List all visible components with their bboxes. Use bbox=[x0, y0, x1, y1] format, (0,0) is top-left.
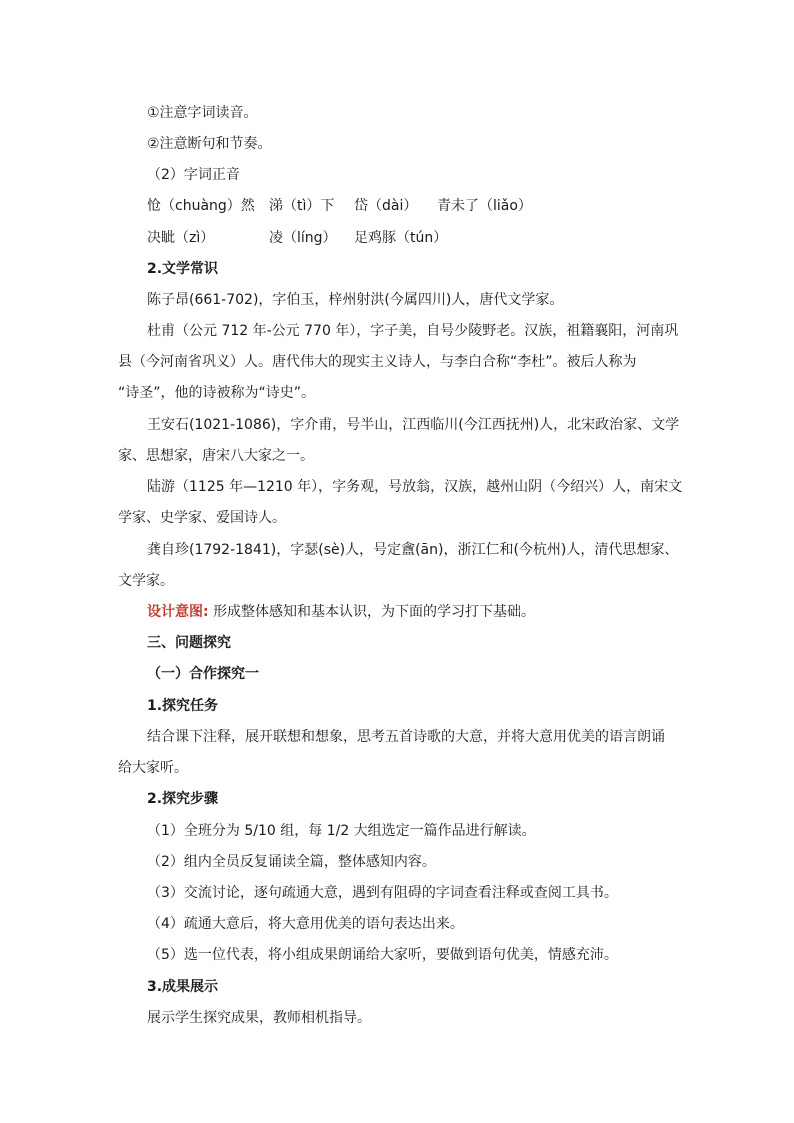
section-heading: 三、问题探究 bbox=[147, 635, 231, 651]
task-line-1: 结合课下注释，展开联想和想象，思考五首诗歌的大意，并将大意用优美的语言朗诵 bbox=[147, 729, 665, 745]
lu-you-line-1: 陆游（1125 年—1210 年），字务观，号放翁，汉族，越州山阴（今绍兴）人，南宋文 bbox=[147, 479, 683, 495]
design-intent-label: 设计意图: bbox=[147, 604, 209, 620]
gong-zizhen-line-1: 龚自珍(1792-1841)，字瑟(sè)人，号定盦(ān)，浙江仁和(今杭州)人，清代思想家、 bbox=[147, 542, 679, 558]
gong-zizhen-line-2: 文学家。 bbox=[118, 573, 174, 589]
du-fu-line-1: 杜甫（公元 712 年-公元 770 年），字子美，自号少陵野老。汉族，祖籍襄阳，河南巩 bbox=[147, 323, 679, 339]
step-item: （5）选一位代表，将小组成果朗诵给大家听，要做到语句优美，情感充沛。 bbox=[147, 947, 618, 963]
chen-ziang-paragraph: 陈子昂(661-702)，字伯玉，梓州射洪(今属四川)人，唐代文学家。 bbox=[147, 292, 564, 308]
subsection-heading: （一）合作探究一 bbox=[147, 666, 259, 682]
step-item: （4）疏通大意后，将大意用优美的语句表达出来。 bbox=[147, 916, 464, 932]
reading-note-1: ①注意字词读音。 bbox=[147, 105, 258, 121]
design-intent-text: 形成整体感知和基本认识，为下面的学习打下基础。 bbox=[213, 604, 536, 620]
du-fu-line-3: “诗圣”，他的诗被称为“诗史”。 bbox=[118, 385, 316, 401]
wang-anshi-line-2: 家、思想家，唐宋八大家之一。 bbox=[118, 448, 314, 464]
steps-heading: 2.探究步骤 bbox=[147, 791, 219, 807]
literature-heading: 2.文学常识 bbox=[147, 261, 219, 277]
pronunciation-item: 决眦（zì） bbox=[147, 230, 215, 246]
reading-note-2: ②注意断句和节奏。 bbox=[147, 136, 272, 152]
lu-you-line-2: 学家、史学家、爱国诗人。 bbox=[118, 510, 286, 526]
task-line-2: 给大家听。 bbox=[118, 760, 188, 776]
pronunciation-item: 凌（líng） bbox=[269, 230, 337, 246]
step-item: （3）交流讨论，逐句疏通大意，遇到有阻碍的字词查看注释或查阅工具书。 bbox=[147, 885, 618, 901]
pronunciation-row-2 bbox=[147, 228, 447, 248]
pronunciation-heading: （2）字词正音 bbox=[147, 167, 240, 183]
task-heading: 1.探究任务 bbox=[147, 698, 219, 714]
du-fu-line-2: 县（今河南省巩义）人。唐代伟大的现实主义诗人，与李白合称“李杜”。被后人称为 bbox=[118, 354, 637, 370]
result-heading: 3.成果展示 bbox=[147, 979, 219, 995]
result-text: 展示学生探究成果，教师相机指导。 bbox=[147, 1010, 371, 1026]
wang-anshi-line-1: 王安石(1021-1086)，字介甫，号半山，江西临川(今江西抚州)人，北宋政治家、文学 bbox=[147, 417, 680, 433]
design-intent bbox=[147, 602, 535, 622]
pronunciation-item: 岱（dài） bbox=[354, 198, 418, 214]
pronunciation-item: 足鸡豚（tún） bbox=[354, 230, 448, 246]
pronunciation-item: 涕（tì）下 bbox=[269, 198, 335, 214]
pronunciation-item: 青未了（liǎo） bbox=[437, 198, 532, 214]
step-item: （2）组内全员反复诵读全篇，整体感知内容。 bbox=[147, 854, 436, 870]
pronunciation-row-1 bbox=[147, 196, 532, 216]
pronunciation-item: 怆（chuàng）然 bbox=[147, 198, 255, 214]
step-item: （1）全班分为 5/10 组，每 1/2 大组选定一篇作品进行解读。 bbox=[147, 823, 536, 839]
